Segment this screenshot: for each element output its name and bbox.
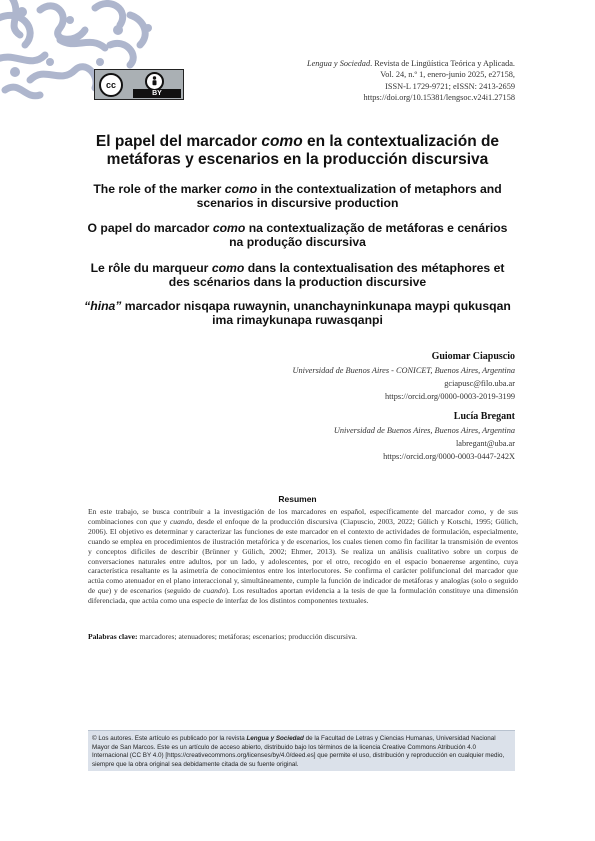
keywords-label: Palabras clave: [88,632,138,641]
license-notice: © Los autores. Este artículo es publicado por la revista Lengua y Sociedad de la Facultad de Letras y Ciencias Humanas, Universidad Nacional Mayor de San Marcos. Este es un artículo de acceso abierto, distribuido bajo los términos de la licencia Creative Commons Atribución 4.0 Internacional (CC BY 4.0) [https://creativecommons.org/licenses/by/4.0/deed.es] que permite el uso, distribución y reproducción en cualquier medio, siempre que la obra original sea debidamente citada de su fuente original. [88,730,515,771]
by-label: BY [133,89,181,98]
title-french: Le rôle du marqueur como dans la contextualisation des métaphores et des scénarios dans la production discursive [90,261,505,289]
journal-volume: Vol. 24, n.º 1, enero-junio 2025, e27158, [380,70,515,80]
title-english: The role of the marker como in the contextualization of metaphors and scenarios in discursive production [93,182,502,210]
author-orcid-link[interactable]: https://orcid.org/0000-0003-2019-3199 [384,391,515,401]
journal-doi-link[interactable]: https://doi.org/10.15381/lengsoc.v24i1.27158 [363,93,515,103]
title-portuguese: O papel do marcador como na contextualização de metáforas e cenários na produção discursiva [87,221,508,249]
author-block [215,410,515,463]
title-spanish: El papel del marcador como en la contextualización de metáforas y escenarios en la producción discursiva [95,133,500,168]
author-name: Lucía Bregant [453,411,515,422]
journal-issn: ISSN-L 1729-9721; eISSN: 2413-2659 [385,81,515,91]
cc-by-icon[interactable] [94,69,184,100]
author-orcid-link[interactable]: https://orcid.org/0000-0003-0447-242X [383,451,515,461]
author-email[interactable]: gciapusc@filo.uba.ar [444,378,515,388]
keywords [88,632,518,641]
abstract-heading: Resumen [278,494,317,504]
journal-name: Lengua y Sociedad [306,59,371,68]
journal-citation: Lengua y Sociedad. Revista de Lingüística Teórica y Aplicada. [306,59,515,68]
abstract-body: En este trabajo, se busca contribuir a la investigación de los marcadores en español, específicamente del marcador como, y de sus combinaciones con que y cuando, desde el enfoque de la producción discursiva (Ciapuscio, 2003, 2022; Gülich y Kotschi, 1995; Gülich, 2006). El objetivo es determinar y caracterizar las funciones de este marcador en el contexto de actividades de formulación, especialmente, cuando se emplea en procedimientos de ilustración metafórica y de escenarios, los cuales tienen como fin facilitar la transmisión de eventos y conceptos difíciles de describir (Brünner y Gülich, 2002; Ehmer, 2013). Se realiza un análisis cualitativo sobre un corpus de conversaciones naturales entre adultos, por un lado, y adolescentes, por el otro, recogido en el espacio bonaerense argentino, cuya característica resaltante es la asimetría de conocimientos entre los interlocutores. Se confirma el carácter polifuncional del marcador que actúa como atenuador en el plano interaccional y, simultáneamente, cumple la función de indicador de metáforas y analogías (solo o seguido de que) y de escenarios (seguido de cuando). Los resultados aportan evidencia a la tesis de que la formulación constituye una dimensión diferenciada, que actúa como una especie de interfaz de los distintos componentes textuales. [88,507,519,606]
cc-logo-icon: cc [99,73,123,97]
keywords-text: marcadores; atenuadores; metáforas; escenarios; producción discursiva. [137,632,358,641]
author-affiliation: Universidad de Buenos Aires, Buenos Aires, Argentina [333,426,515,435]
author-block [215,350,515,403]
author-email[interactable]: labregant@uba.ar [455,438,515,448]
author-affiliation: Universidad de Buenos Aires - CONICET, Buenos Aires, Argentina [292,366,515,375]
journal-info [235,58,515,104]
author-name: Guiomar Ciapuscio [431,351,515,362]
title-quechua: “hina” marcador nisqapa ruwaynin, unanchayninkunapa maypi qukusqan ima rimaykunapa ruwasqanpi [84,299,511,327]
